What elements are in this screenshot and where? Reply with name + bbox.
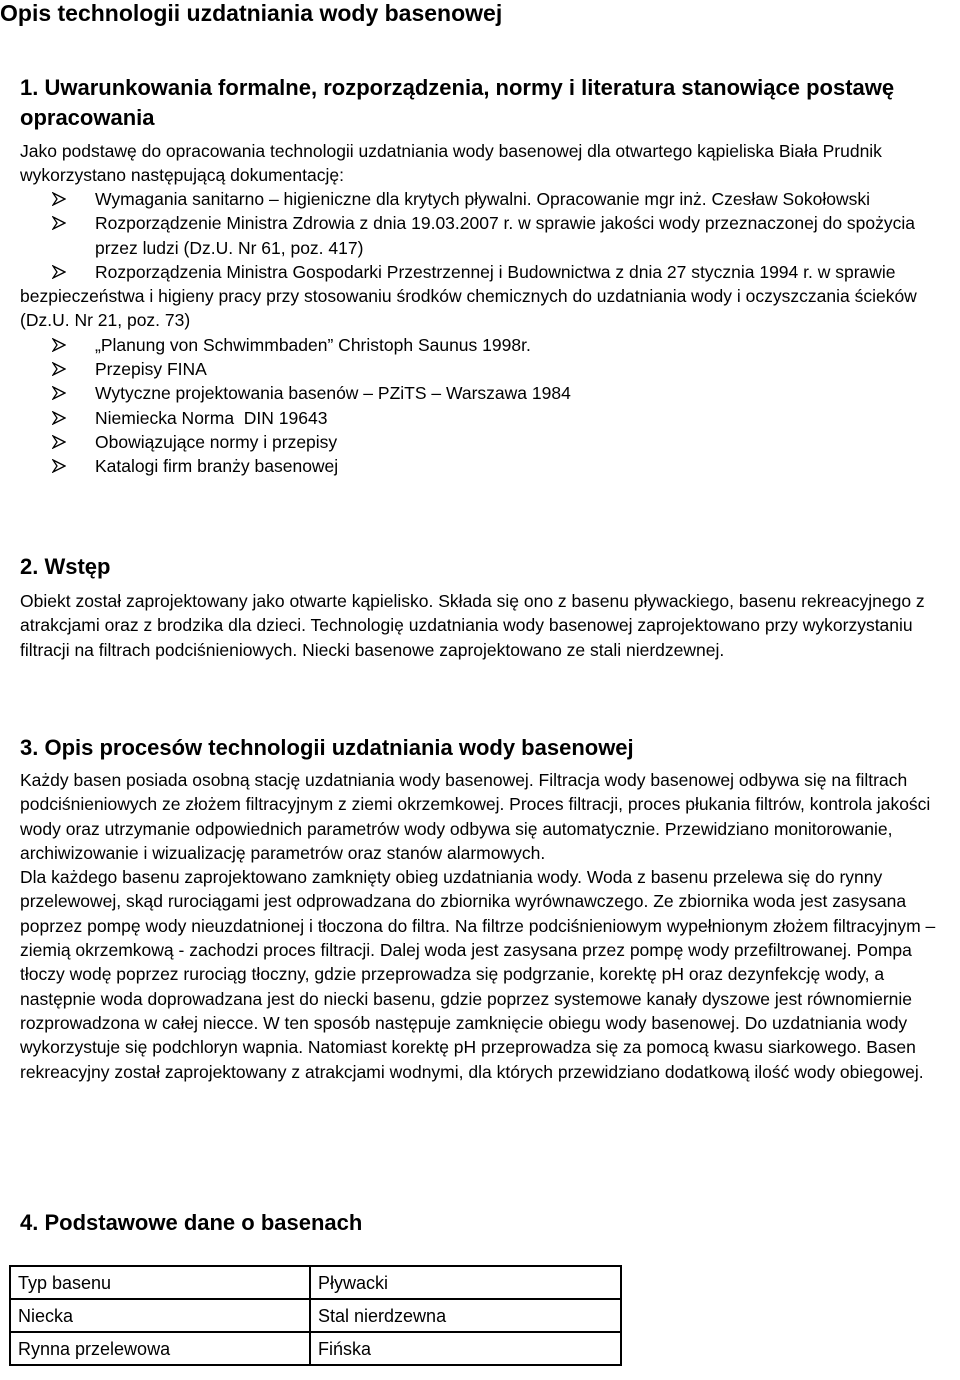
arrow-bullet-icon [52, 211, 66, 235]
table-cell-label: Typ basenu [10, 1266, 310, 1299]
section-3-paragraph: Każdy basen posiada osobną stację uzdatniania wody basenowej. Filtracja wody basenowej odbywa się na filtrach podciśnieniowych ze złożem filtracyjnym z ziemi okrzemkowej. Proces filtracji, proces płukania filtrów, kontrola jakości wody oraz utrzymanie odpowiednich parametrów wody odbywa się automatycznie. Przewidziano monitorowanie, archiwizowanie i wizualizację parametrów oraz stanów alarmowych. [20, 770, 931, 863]
list-item-text: Wymagania sanitarno – higieniczne dla krytych pływalni. Opracowanie mgr inż. Czesław Sokołowski [95, 189, 871, 209]
list-item-text: Wytyczne projektowania basenów – PZiTS – Warszawa 1984 [95, 383, 571, 404]
section-1-intro: Jako podstawę do opracowania technologii uzdatniania wody basenowej dla otwartego kąpieliska Biała Prudnik wykorzystano następującą dokumentację: [20, 141, 882, 186]
list-item-text: Przepisy FINA [95, 359, 207, 380]
list-item [20, 357, 940, 381]
list-item [20, 211, 940, 260]
list-item-text: „Planung von Schwimmbaden” Christoph Saunus 1998r. [95, 334, 531, 355]
list-item [20, 406, 940, 430]
table-cell-label: Niecka [10, 1299, 310, 1332]
arrow-bullet-icon [52, 406, 66, 430]
table-cell-label: Rynna przelewowa [10, 1332, 310, 1365]
table-row [10, 1266, 621, 1299]
table-row [10, 1332, 621, 1365]
arrow-bullet-icon [52, 260, 66, 284]
list-item [20, 430, 940, 454]
list-item-text: Rozporządzenie Ministra Zdrowia z dnia 19.03.2007 r. w sprawie jakości wody przeznaczonej do spożycia przez ludzi (Dz.U. Nr 61, poz. 417) [95, 213, 915, 258]
section-1-heading: 1. Uwarunkowania formalne, rozporządzenia, normy i literatura stanowiące postawę opracowania [20, 75, 895, 130]
document-title: Opis technologii uzdatniania wody basenowej [0, 0, 503, 26]
table-cell-value: Stal nierdzewna [310, 1299, 621, 1332]
section-2-text: Obiekt został zaprojektowany jako otwarte kąpielisko. Składa się ono z basenu pływackiego, basenu rekreacyjnego z atrakcjami oraz z brodzika dla dzieci. Technologię uzdatniania wody basenowej zaprojektowano przy wykorzystaniu filtracji na filtrach podciśnieniowych. Niecki basenowe zaprojektowano ze stali nierdzewnej. [20, 591, 925, 660]
table-cell-value: Fińska [310, 1332, 621, 1365]
pool-data-table [9, 1265, 622, 1366]
arrow-bullet-icon [52, 454, 66, 478]
arrow-bullet-icon [52, 381, 66, 405]
section-3-paragraph: Dla każdego basenu zaprojektowano zamknięty obieg uzdatniania wody. Woda z basenu przelewa się do rynny przelewowej, skąd rurociągami jest odprowadzana do zbiornika wyrównawczego. Ze zbiornika woda jest zasysana poprzez pompę wody nieuzdatnionej i tłoczona do filtra. Na filtrze podciśnieniowym wypełnionym złożem filtracyjnym – ziemią okrzemkową - zachodzi proces filtracji. Dalej woda jest zasysana przez pompę wody przefiltrowanej. Pompa tłoczy wodę poprzez rurociąg tłoczny, gdzie przeprowadza się podgrzanie, korektę pH oraz dezynfekcję wody, a następnie woda doprowadzana jest do niecki basenu, gdzie poprzez systemowe kanały dyszowe jest równomiernie rozprowadzona w całej niecce. W ten sposób następuje zamknięcie obiegu wody basenowej. Do uzdatniania wody wykorzystuje się podchloryn wapnia. Natomiast korektę pH przeprowadza się za pomocą kwasu siarkowego. Basen rekreacyjny został zaprojektowany z atrakcjami wodnymi, dla których przewidziano dodatkową ilość wody obiegowej. [20, 867, 936, 1082]
section-3-heading: 3. Opis procesów technologii uzdatniania wody basenowej [20, 735, 634, 760]
literature-list [20, 187, 940, 479]
table-row [10, 1299, 621, 1332]
list-item [20, 454, 940, 478]
section-2-heading: 2. Wstęp [20, 554, 111, 579]
list-item [20, 260, 940, 333]
list-item-text: Niemiecka Norma DIN 19643 [95, 407, 328, 428]
arrow-bullet-icon [52, 357, 66, 381]
list-item-text: Katalogi firm branży basenowej [95, 456, 339, 477]
arrow-bullet-icon [52, 430, 66, 454]
section-4-heading: 4. Podstawowe dane o basenach [20, 1210, 363, 1235]
list-item [20, 381, 940, 405]
list-item-text: Rozporządzenia Ministra Gospodarki Przestrzennej i Budownictwa z dnia 27 stycznia 1994 r. w sprawie bezpieczeństwa i higieny pracy przy stosowaniu środków chemicznych do uzdatniania wody i oczyszczania ścieków (Dz.U. Nr 21, poz. 73) [20, 261, 917, 331]
list-item-text: Obowiązujące normy i przepisy [95, 431, 338, 452]
list-item [20, 187, 940, 211]
list-item [20, 333, 940, 357]
table-cell-value: Pływacki [310, 1266, 621, 1299]
arrow-bullet-icon [52, 187, 66, 211]
arrow-bullet-icon [52, 333, 66, 357]
section-3-body [20, 768, 940, 1084]
